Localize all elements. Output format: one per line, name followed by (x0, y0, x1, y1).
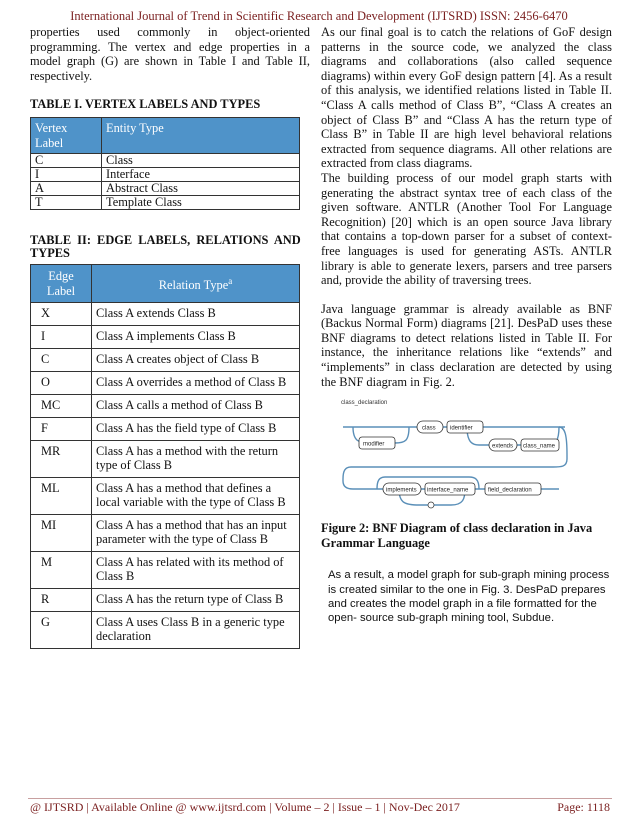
bnf-diagram (339, 395, 569, 513)
edge-label-cell: G (31, 612, 92, 649)
relation-type-cell: Class A uses Class B in a generic type declaration (92, 612, 300, 649)
table-row (31, 418, 300, 441)
bnf-diagram-svg (339, 395, 569, 513)
table-row (31, 441, 300, 478)
comma-node (428, 502, 434, 508)
table-row (31, 154, 300, 168)
edge-label-cell: X (31, 303, 92, 326)
paragraph-gof: As our final goal is to catch the relations of GoF design patterns in the source code, we analyzed the class diagrams and collaborations (also called sequence diagrams) within every GoF design pattern [4]. As a result of this analysis, we identified relations listed in Table II. “Class A calls method of Class B”, “Class A creates an object of Class B” and “Class A has the return type of Class B” in Table II are high level behavioral relations extracted from sequence diagrams. All other relations are extracted from class diagrams. (321, 25, 612, 171)
relation-type-cell: Class A has a method with the return type of Class B (92, 441, 300, 478)
class-label: class (422, 425, 436, 432)
edge-label-cell: F (31, 418, 92, 441)
table-row (31, 515, 300, 552)
edge-label-cell: O (31, 372, 92, 395)
field-declaration-label: field_declaration (488, 487, 532, 494)
table-row (31, 372, 300, 395)
paragraph-model-graph: As a result, a model graph for sub-graph mining process is created similar to the one in Fig. 3. DesPaD prepares and creates the model graph in a file formatted for the open- source sub-graph mining tool, Subdue. (328, 569, 610, 625)
table2-header-label: Edge Label (31, 265, 92, 303)
identifier-label: identifier (450, 425, 473, 432)
relation-type-cell: Class A creates object of Class B (92, 349, 300, 372)
edge-table (30, 264, 300, 649)
relation-type-cell: Class A has the return type of Class B (92, 589, 300, 612)
diagram-title: class_declaration (341, 400, 388, 407)
interface-name-label: interface_name (427, 487, 469, 494)
vertex-table (30, 117, 300, 210)
cell: Class (102, 154, 300, 168)
relation-type-cell: Class A has a method that defines a local variable with the type of Class B (92, 478, 300, 515)
implements-label: implements (386, 487, 417, 494)
left-column (30, 25, 310, 649)
table-row (31, 589, 300, 612)
relation-type-cell: Class A implements Class B (92, 326, 300, 349)
table1-header-type: Entity Type (102, 117, 300, 153)
journal-header: International Journal of Trend in Scientific Research and Development (IJTSRD) ISSN: 2456-6470 (70, 9, 568, 23)
relation-type-cell: Class A has a method that has an input parameter with the type of Class B (92, 515, 300, 552)
table-row (31, 349, 300, 372)
table2-header-type (92, 265, 300, 303)
footnote-mark: a (228, 276, 233, 287)
table2-caption: TABLE II: EDGE LABELS, RELATIONS AND TYPES (30, 233, 301, 261)
edge-label-cell: ML (31, 478, 92, 515)
page-footer (30, 800, 610, 815)
cell: C (31, 154, 102, 168)
edge-label-cell: R (31, 589, 92, 612)
relation-type-cell: Class A has the field type of Class B (92, 418, 300, 441)
table-row (31, 196, 300, 210)
relation-type-label: Relation Type (158, 278, 229, 293)
table-row (31, 612, 300, 649)
table1-header-label: Vertex Label (31, 117, 102, 153)
relation-type-cell: Class A overrides a method of Class B (92, 372, 300, 395)
edge-label-cell: M (31, 552, 92, 589)
table1-caption: TABLE I. VERTEX LABELS AND TYPES (30, 97, 261, 112)
intro-paragraph: properties used commonly in object-oriented programming. The vertex and edge properties in a model graph (G) are shown in Table I and Table II, respectively. (30, 25, 310, 83)
edge-label-cell: C (31, 349, 92, 372)
relation-type-cell: Class A has related with its method of Class B (92, 552, 300, 589)
table-row (31, 168, 300, 182)
table-row (31, 552, 300, 589)
cell: T (31, 196, 102, 210)
cell: Interface (102, 168, 300, 182)
table-row (31, 326, 300, 349)
page-number: Page: 1118 (557, 800, 610, 814)
extends-label: extends (492, 443, 514, 450)
paragraph-antlr: The building process of our model graph starts with generating the abstract syntax tree of each class of the given software. ANTLR (Another Tool For Language Recognition) [20] which is an open source Java library that contains a top-down parser for a subset of context-free languages is used for generating ASTs. ANTLR library is able to generate lexers, parsers and tree parsers and, provide the ability of traversing trees. (321, 170, 612, 288)
relation-type-cell: Class A calls a method of Class B (92, 395, 300, 418)
cell: I (31, 168, 102, 182)
relation-type-cell: Class A extends Class B (92, 303, 300, 326)
modifier-label: modifier (363, 441, 385, 448)
footer-info: @ IJTSRD | Available Online @ www.ijtsrd.com | Volume – 2 | Issue – 1 | Nov-Dec 2017 (30, 800, 460, 814)
footer-divider (28, 798, 612, 799)
cell: Template Class (102, 196, 300, 210)
cell: Abstract Class (102, 182, 300, 196)
edge-label-cell: I (31, 326, 92, 349)
edge-label-cell: MR (31, 441, 92, 478)
table-row (31, 303, 300, 326)
edge-label-cell: MI (31, 515, 92, 552)
figure-caption: Figure 2: BNF Diagram of class declaration in Java Grammar Language (321, 521, 593, 550)
table-row (31, 182, 300, 196)
table-row (31, 478, 300, 515)
edge-label-cell: MC (31, 395, 92, 418)
paragraph-bnf: Java language grammar is already available as BNF (Backus Normal Form) diagrams [21]. DesPaD uses these BNF diagrams to detect relations listed in Table II. For instance, the inheritance relations like “extends” and “implements” in class declaration are detected by using the BNF diagram in Fig. 2. (321, 301, 612, 389)
right-column (321, 25, 612, 625)
table-row (31, 395, 300, 418)
class-name-label: class_name (523, 443, 556, 450)
cell: A (31, 182, 102, 196)
